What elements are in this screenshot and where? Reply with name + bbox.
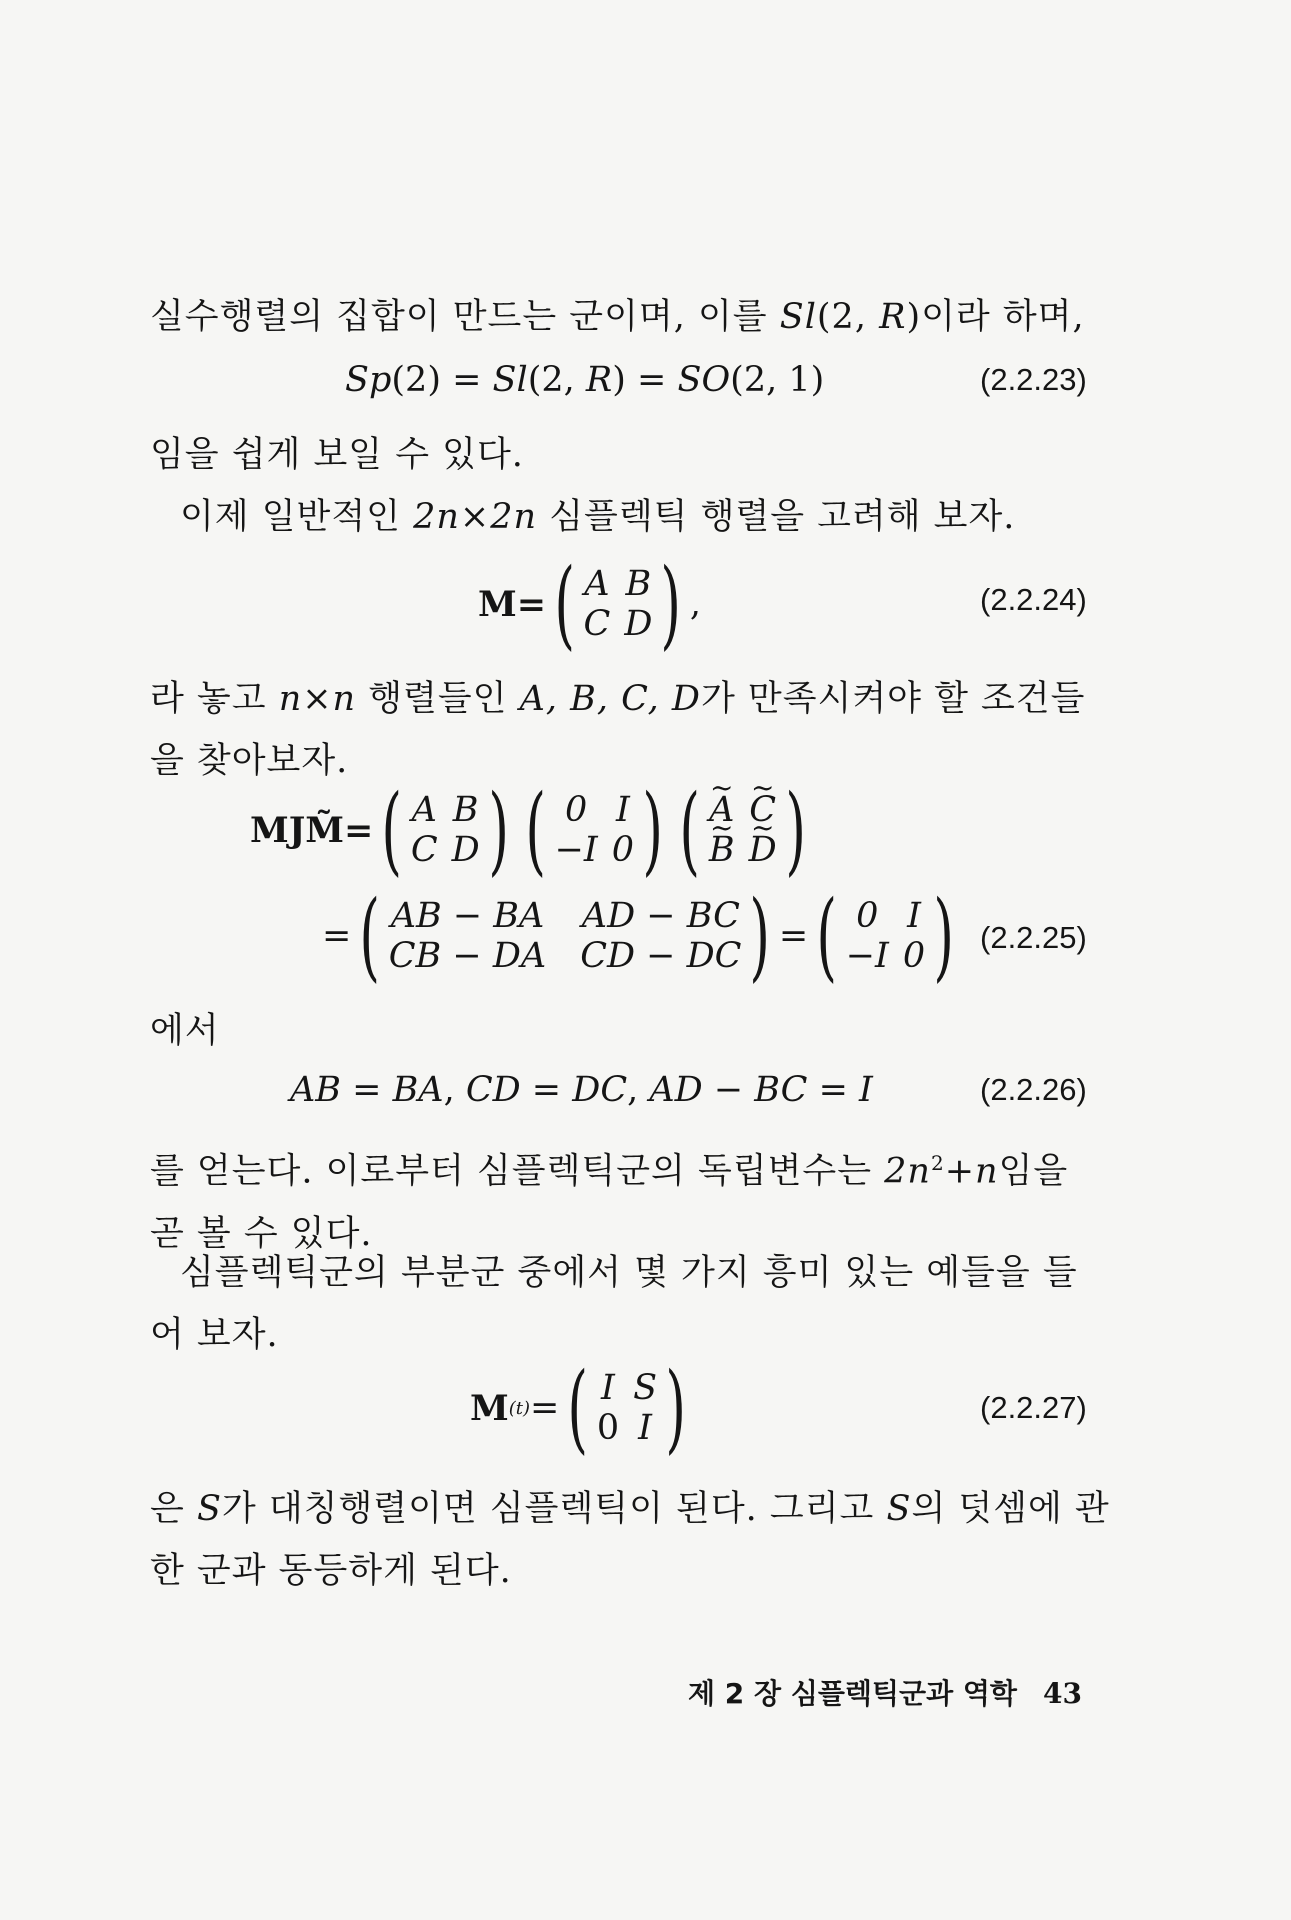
text: 실수행렬의 집합이 만드는 군이며, 이를 bbox=[150, 297, 780, 337]
equation-number: (2.2.26) bbox=[980, 1072, 1087, 1107]
left-paren: ( bbox=[381, 774, 403, 886]
math: = bbox=[778, 916, 809, 956]
matrix-entry: B bbox=[625, 564, 652, 604]
equation-2-2-27 bbox=[470, 1352, 695, 1464]
left-paren: ( bbox=[359, 880, 381, 992]
matrix-entry: C bbox=[410, 830, 438, 870]
matrix-entry: B bbox=[452, 790, 479, 830]
right-paren: ) bbox=[488, 774, 509, 886]
matrix-entry: AB − BA bbox=[390, 896, 545, 936]
math: 2n bbox=[884, 1151, 931, 1192]
right-paren: ) bbox=[660, 548, 682, 660]
text: 가 만족시켜야 할 조건들을 찾아보자. bbox=[150, 679, 1086, 781]
math-sl: Sl bbox=[779, 297, 817, 337]
paragraph-5: 에서 bbox=[150, 1011, 220, 1051]
math: = bbox=[322, 916, 352, 956]
matrix-entry: 0 bbox=[902, 936, 926, 976]
math: Sl bbox=[492, 360, 528, 400]
right-paren: ) bbox=[749, 880, 771, 992]
math: +n bbox=[944, 1151, 999, 1192]
math: , bbox=[627, 1070, 650, 1110]
left-paren: ( bbox=[567, 1352, 589, 1464]
matrix-entry: ~ B bbox=[709, 830, 735, 870]
equation-number: (2.2.27) bbox=[980, 1390, 1087, 1425]
right-paren: ) bbox=[642, 774, 664, 886]
matrix-entry: I bbox=[615, 790, 630, 830]
matrix-entry: A bbox=[411, 790, 437, 830]
math: S bbox=[196, 1489, 222, 1529]
text: 의 덧셈에 관한 군과 동등하게 된다. bbox=[150, 1489, 1110, 1591]
matrix-entry: ~ A bbox=[709, 790, 735, 830]
paragraph-2: 임을 쉽게 보일 수 있다. bbox=[150, 435, 524, 475]
math: n×n bbox=[278, 679, 357, 719]
math: = bbox=[530, 1388, 560, 1428]
left-paren: ( bbox=[554, 548, 576, 660]
text: 심플렉틱 행렬을 고려해 보자. bbox=[537, 497, 1016, 537]
math: M= bbox=[478, 583, 547, 625]
matrix-entry: 0 bbox=[856, 896, 879, 936]
math: R bbox=[585, 360, 613, 400]
math: M bbox=[470, 1387, 509, 1429]
equation-2-2-25-line-2 bbox=[322, 880, 963, 992]
matrix-entry: 0 bbox=[565, 790, 588, 830]
math: MJM̃= bbox=[250, 809, 374, 851]
left-paren: ( bbox=[679, 774, 701, 886]
math: AB = BA bbox=[290, 1070, 444, 1110]
math: A, B, C, D bbox=[519, 679, 701, 719]
paragraph-8 bbox=[150, 1478, 1110, 1602]
math: S bbox=[886, 1489, 912, 1529]
matrix-entry: D bbox=[624, 604, 653, 644]
matrix-entry: ~ C bbox=[749, 790, 777, 830]
equation-2-2-24 bbox=[478, 548, 701, 660]
right-paren: ) bbox=[933, 880, 955, 992]
matrix-entry: CD − DC bbox=[580, 936, 742, 976]
left-paren: ( bbox=[816, 880, 838, 992]
math: (2, 1) bbox=[730, 360, 825, 400]
paragraph-4 bbox=[150, 668, 1110, 792]
right-paren: ) bbox=[665, 1352, 687, 1464]
matrix-entry: C bbox=[583, 604, 611, 644]
matrix-entry: 0 bbox=[611, 830, 635, 870]
paragraph-1 bbox=[150, 286, 1110, 348]
math: CD = DC bbox=[465, 1070, 628, 1110]
equation-number: (2.2.24) bbox=[980, 582, 1087, 617]
right-paren: ) bbox=[785, 774, 806, 886]
matrix-entry: −I bbox=[554, 830, 598, 870]
matrix-entry: −I bbox=[845, 936, 889, 976]
math: 2n×2n bbox=[413, 497, 538, 537]
math: SO bbox=[677, 360, 731, 400]
matrix-entry: I bbox=[907, 896, 921, 936]
math: 2 bbox=[930, 1151, 945, 1175]
math: Sp bbox=[345, 360, 392, 400]
matrix-entry: CB − DA bbox=[388, 936, 547, 976]
left-paren: ( bbox=[525, 774, 547, 886]
running-footer bbox=[688, 1672, 1082, 1712]
text: 라 놓고 bbox=[150, 679, 279, 719]
matrix-entry: 0 bbox=[596, 1408, 620, 1448]
matrix-entry: S bbox=[633, 1368, 658, 1408]
math: (2, bbox=[527, 360, 586, 400]
text: 를 얻는다. 이로부터 심플렉틱군의 독립변수는 bbox=[150, 1151, 885, 1192]
math: (t) bbox=[508, 1397, 531, 1419]
equation-2-2-23 bbox=[345, 360, 824, 400]
matrix-entry: I bbox=[638, 1408, 652, 1448]
matrix-entry: A bbox=[584, 564, 610, 604]
equation-number: (2.2.23) bbox=[980, 362, 1087, 397]
text: 행렬들인 bbox=[356, 679, 520, 719]
equation-number: (2.2.25) bbox=[980, 920, 1087, 955]
matrix-entry: I bbox=[601, 1368, 615, 1408]
matrix-entry: D bbox=[451, 830, 480, 870]
paragraph-7: 심플렉틱군의 부분군 중에서 몇 가지 흥미 있는 예들을 들어 보자. bbox=[150, 1253, 1078, 1355]
text: 이제 일반적인 bbox=[180, 497, 414, 537]
matrix-entry: AD − BC bbox=[581, 896, 740, 936]
math: ) = bbox=[612, 360, 678, 400]
math: (2) = bbox=[391, 360, 493, 400]
math: AD − BC = I bbox=[649, 1070, 873, 1110]
equation-2-2-25-line-1 bbox=[250, 774, 814, 886]
math: , bbox=[443, 1070, 466, 1110]
text: 가 대칭행렬이면 심플렉틱이 된다. 그리고 bbox=[221, 1489, 887, 1529]
math: , bbox=[689, 584, 701, 624]
matrix-entry: ~ D bbox=[749, 830, 777, 870]
chapter-title: 제 2 장 심플렉틱군과 역학 bbox=[688, 1677, 1017, 1710]
math-r: R bbox=[879, 297, 907, 337]
text: 임을 곧 볼 수 있다. bbox=[150, 1151, 1069, 1254]
equation-2-2-26 bbox=[290, 1070, 873, 1110]
page-number: 43 bbox=[1042, 1677, 1082, 1710]
text: (2, bbox=[816, 297, 880, 337]
paragraph-3 bbox=[150, 486, 1110, 548]
text: 은 bbox=[150, 1489, 197, 1529]
text: )이라 하며, bbox=[906, 297, 1085, 337]
